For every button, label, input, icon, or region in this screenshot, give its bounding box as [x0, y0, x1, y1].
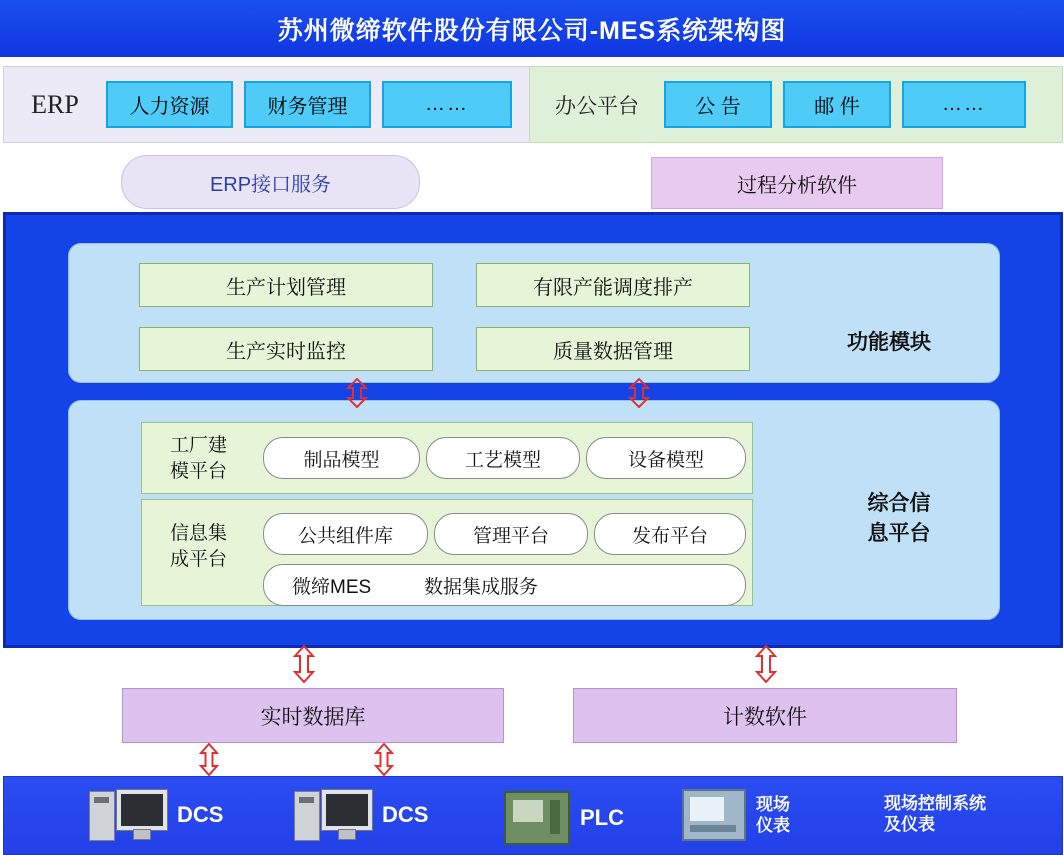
factory-modeling-label-line2: 模平台 [169, 461, 227, 482]
realtime-database[interactable]: 实时数据库 [122, 688, 504, 743]
info-panel-title [809, 489, 989, 549]
office-group [529, 66, 1063, 143]
device-field-instrument[interactable] [682, 789, 790, 841]
erp-label: ERP [31, 89, 79, 119]
weidi-mes-label: 微缔MES [292, 576, 372, 598]
pill-product-model[interactable]: 制品模型 [263, 437, 420, 479]
module-capacity-scheduling[interactable]: 有限产能调度排产 [476, 263, 750, 307]
function-module-panel [68, 243, 1000, 383]
arrow-function-to-info-left [344, 378, 370, 408]
page-title [0, 0, 1064, 57]
device-plc-label: PLC [580, 805, 624, 830]
module-realtime-monitor[interactable]: 生产实时监控 [139, 327, 433, 371]
pill-data-integration-service[interactable] [263, 564, 746, 606]
module-quality-data[interactable]: 质量数据管理 [476, 327, 750, 371]
field-control-line1: 现场控制系统 [884, 794, 986, 813]
factory-modeling-label [151, 433, 246, 485]
arrow-db-to-dcs1 [197, 743, 221, 776]
computer-icon [294, 789, 372, 841]
field-instrument-line2: 仪表 [756, 816, 790, 835]
info-integration-label-line2: 成平台 [169, 549, 227, 570]
info-panel-title-line1: 综合信 [867, 492, 931, 515]
device-dcs-1-label: DCS [177, 802, 224, 827]
arrow-db-to-dcs2 [372, 743, 396, 776]
arrow-mes-to-count-software [753, 645, 779, 683]
erp-interface-service[interactable]: ERP接口服务 [121, 155, 420, 209]
module-production-plan[interactable]: 生产计划管理 [139, 263, 433, 307]
pill-management-platform[interactable]: 管理平台 [434, 513, 588, 555]
info-panel-title-line2: 息平台 [867, 522, 931, 545]
page-title-text: 苏州微缔软件股份有限公司-MES系统架构图 [277, 16, 787, 45]
erp-chip-finance[interactable]: 财务管理 [244, 81, 371, 128]
pill-equipment-model[interactable]: 设备模型 [586, 437, 746, 479]
field-control-line2: 及仪表 [884, 815, 935, 834]
office-chip-mail[interactable]: 邮 件 [783, 81, 891, 128]
pill-process-model[interactable]: 工艺模型 [426, 437, 580, 479]
device-dcs-2-label: DCS [382, 802, 429, 827]
process-analysis-software[interactable]: 过程分析软件 [651, 157, 943, 209]
arrow-mes-to-realtime-db [291, 645, 317, 683]
mes-system-box [3, 212, 1063, 648]
data-integration-label: 数据集成服务 [424, 576, 539, 598]
erp-chip-hr[interactable]: 人力资源 [106, 81, 233, 128]
factory-modeling-label-line1: 工厂建 [169, 435, 227, 456]
office-chip-notice[interactable]: 公 告 [664, 81, 772, 128]
arrow-function-to-info-right [626, 378, 652, 408]
pill-publish-platform[interactable]: 发布平台 [594, 513, 746, 555]
pill-common-component-lib[interactable]: 公共组件库 [263, 513, 428, 555]
computer-icon [89, 789, 167, 841]
device-field-instrument-label [756, 794, 790, 836]
function-panel-title: 功能模块 [847, 331, 931, 354]
office-label: 办公平台 [555, 94, 639, 118]
field-control-system-label [874, 793, 986, 835]
info-integration-label-line1: 信息集 [169, 523, 227, 544]
office-chip-more[interactable]: …… [902, 81, 1026, 128]
count-software[interactable]: 计数软件 [573, 688, 957, 743]
info-integration-label [151, 521, 246, 573]
plc-icon [504, 791, 570, 845]
field-control-band [3, 776, 1063, 855]
device-plc[interactable] [504, 791, 624, 845]
top-systems-band [3, 66, 1061, 141]
info-platform-panel [68, 400, 1000, 620]
erp-group [3, 66, 530, 143]
device-dcs-1[interactable] [89, 789, 223, 841]
field-instrument-line1: 现场 [756, 795, 790, 814]
device-dcs-2[interactable] [294, 789, 428, 841]
erp-chip-more[interactable]: …… [382, 81, 512, 128]
instrument-icon [682, 789, 746, 841]
